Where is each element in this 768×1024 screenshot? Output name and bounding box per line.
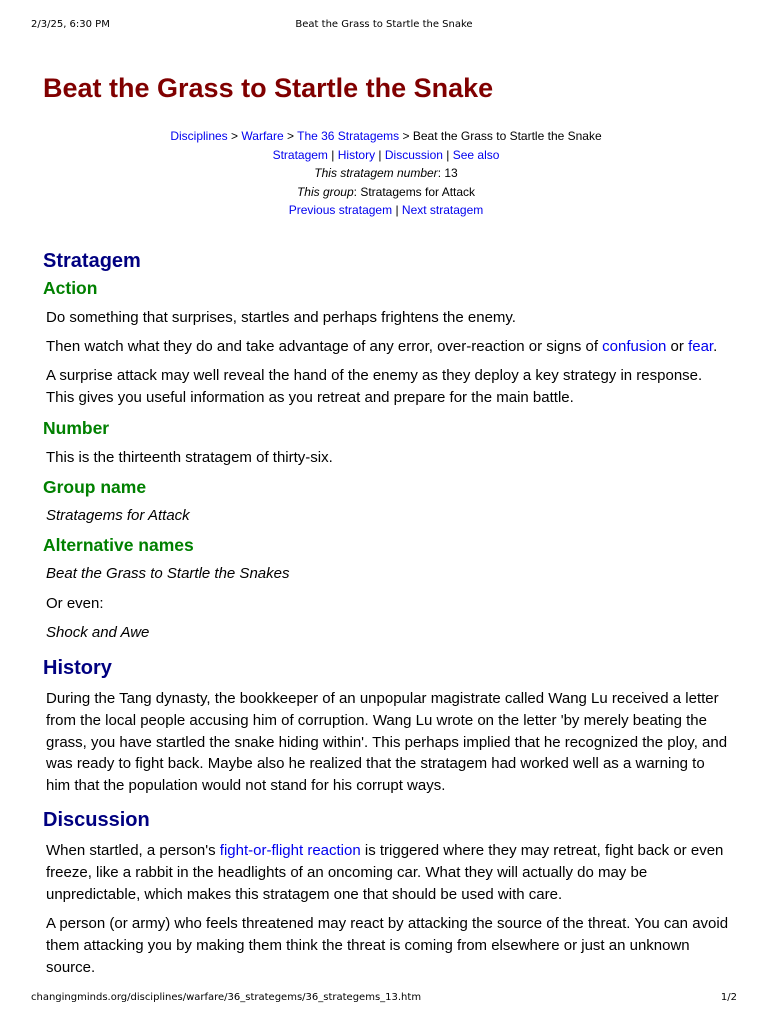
fight-or-flight-reaction-link[interactable]: fight-or-flight reaction bbox=[219, 842, 361, 859]
fear-link[interactable]: fear bbox=[688, 338, 714, 355]
alternative-name-2-text: Shock and Awe bbox=[46, 624, 150, 641]
print-page-number: 1/2 bbox=[720, 992, 737, 1003]
alternative-name-1 bbox=[46, 563, 731, 585]
action-paragraph-1: Do something that surprises, startles and perhaps frightens the enemy. bbox=[46, 309, 516, 326]
discussion-section-link[interactable]: Discussion bbox=[384, 147, 443, 162]
action-p2-text-mid: or bbox=[666, 338, 689, 355]
group-name-text: Stratagems for Attack bbox=[46, 507, 190, 524]
breadcrumb-separator: > bbox=[231, 129, 239, 143]
action-paragraph-3: A surprise attack may well reveal the hand of the enemy as they deploy a key strategy in response. This gives you useful information as you retreat and prepare for the main battle. bbox=[46, 367, 703, 406]
breadcrumb-separator: > bbox=[402, 129, 410, 143]
print-datetime: 2/3/25, 6:30 PM bbox=[31, 19, 110, 30]
number-heading: Number bbox=[43, 418, 110, 438]
breadcrumb bbox=[43, 127, 729, 146]
page-navigation bbox=[43, 127, 729, 220]
history-paragraph: During the Tang dynasty, the bookkeeper of an unpopular magistrate called Wang Lu received a letter from the local people accusing him of corruption. Wang Lu wrote on the letter 'by merely beating the grass, you have startled the snake hiding within'. This perhaps implied that he recognized the ploy, and was ready to fight back. Maybe also he realized that the stratagem had worked well as a warning to him that the population would not stand for his corrupt ways. bbox=[46, 690, 728, 795]
discussion-heading: Discussion bbox=[43, 809, 150, 831]
print-url: changingminds.org/disciplines/warfare/36_strategems/36_strategems_13.htm bbox=[31, 992, 422, 1003]
discussion-p1-text-after: is triggered where they may retreat, fight back or even freeze, like a rabbit in the headlights of an oncoming car. What they will actually do may be unpredictable, which makes this stratagem one that should be used with care. bbox=[46, 842, 724, 903]
stratagem-group-info bbox=[43, 183, 729, 202]
discussion-paragraph-2: A person (or army) who feels threatened may react by attacking the source of the threat. You can avoid them attacking you by making them think the threat is coming from elsewhere or just an unknown source. bbox=[46, 915, 729, 976]
history-heading: History bbox=[43, 657, 112, 679]
alternative-name-1-text: Beat the Grass to Startle the Snakes bbox=[46, 565, 290, 582]
history-section-link[interactable]: History bbox=[337, 147, 376, 162]
print-page-title: Beat the Grass to Startle the Snake bbox=[295, 19, 473, 30]
nav-separator: | bbox=[378, 147, 382, 162]
stratagem-number-value: : 13 bbox=[437, 166, 458, 180]
action-heading: Action bbox=[43, 278, 98, 298]
previous-stratagem-link[interactable]: Previous stratagem bbox=[288, 203, 393, 217]
breadcrumb-disciplines-link[interactable]: Disciplines bbox=[170, 129, 228, 143]
number-paragraph: This is the thirteenth stratagem of thirty-six. bbox=[46, 449, 333, 466]
stratagem-group-label: This group bbox=[296, 184, 354, 199]
print-footer bbox=[31, 992, 737, 1006]
discussion-paragraph-1 bbox=[46, 840, 731, 905]
see-also-section-link[interactable]: See also bbox=[452, 147, 500, 162]
breadcrumb-36-stratagems-link[interactable]: The 36 Stratagems bbox=[297, 129, 400, 143]
page-title: Beat the Grass to Startle the Snake bbox=[43, 73, 494, 103]
breadcrumb-warfare-link[interactable]: Warfare bbox=[241, 129, 284, 143]
stratagem-section-link[interactable]: Stratagem bbox=[272, 147, 328, 162]
stratagem-group-value: : Stratagems for Attack bbox=[353, 184, 476, 199]
action-paragraph-2 bbox=[46, 336, 731, 358]
nav-separator: | bbox=[446, 147, 450, 162]
prev-next-links bbox=[43, 201, 729, 220]
group-name-paragraph bbox=[46, 505, 731, 527]
or-even-text: Or even: bbox=[46, 595, 104, 612]
nav-separator: | bbox=[395, 203, 399, 217]
print-header bbox=[31, 19, 737, 33]
discussion-p1-text-before: When startled, a person's bbox=[46, 842, 220, 859]
stratagem-number-info bbox=[43, 164, 729, 183]
group-name-heading: Group name bbox=[43, 477, 147, 497]
nav-separator: | bbox=[331, 147, 335, 162]
section-links bbox=[43, 146, 729, 165]
action-p2-text-before: Then watch what they do and take advantage of any error, over-reaction or signs of bbox=[46, 338, 603, 355]
stratagem-number-label: This stratagem number bbox=[314, 166, 438, 180]
confusion-link[interactable]: confusion bbox=[602, 338, 667, 355]
alternative-names-heading: Alternative names bbox=[43, 535, 194, 555]
breadcrumb-separator: > bbox=[286, 129, 294, 143]
stratagem-heading: Stratagem bbox=[43, 250, 141, 272]
breadcrumb-current: Beat the Grass to Startle the Snake bbox=[412, 129, 602, 143]
alternative-name-2 bbox=[46, 622, 731, 644]
next-stratagem-link[interactable]: Next stratagem bbox=[401, 203, 484, 217]
action-p2-text-after: . bbox=[713, 338, 718, 355]
